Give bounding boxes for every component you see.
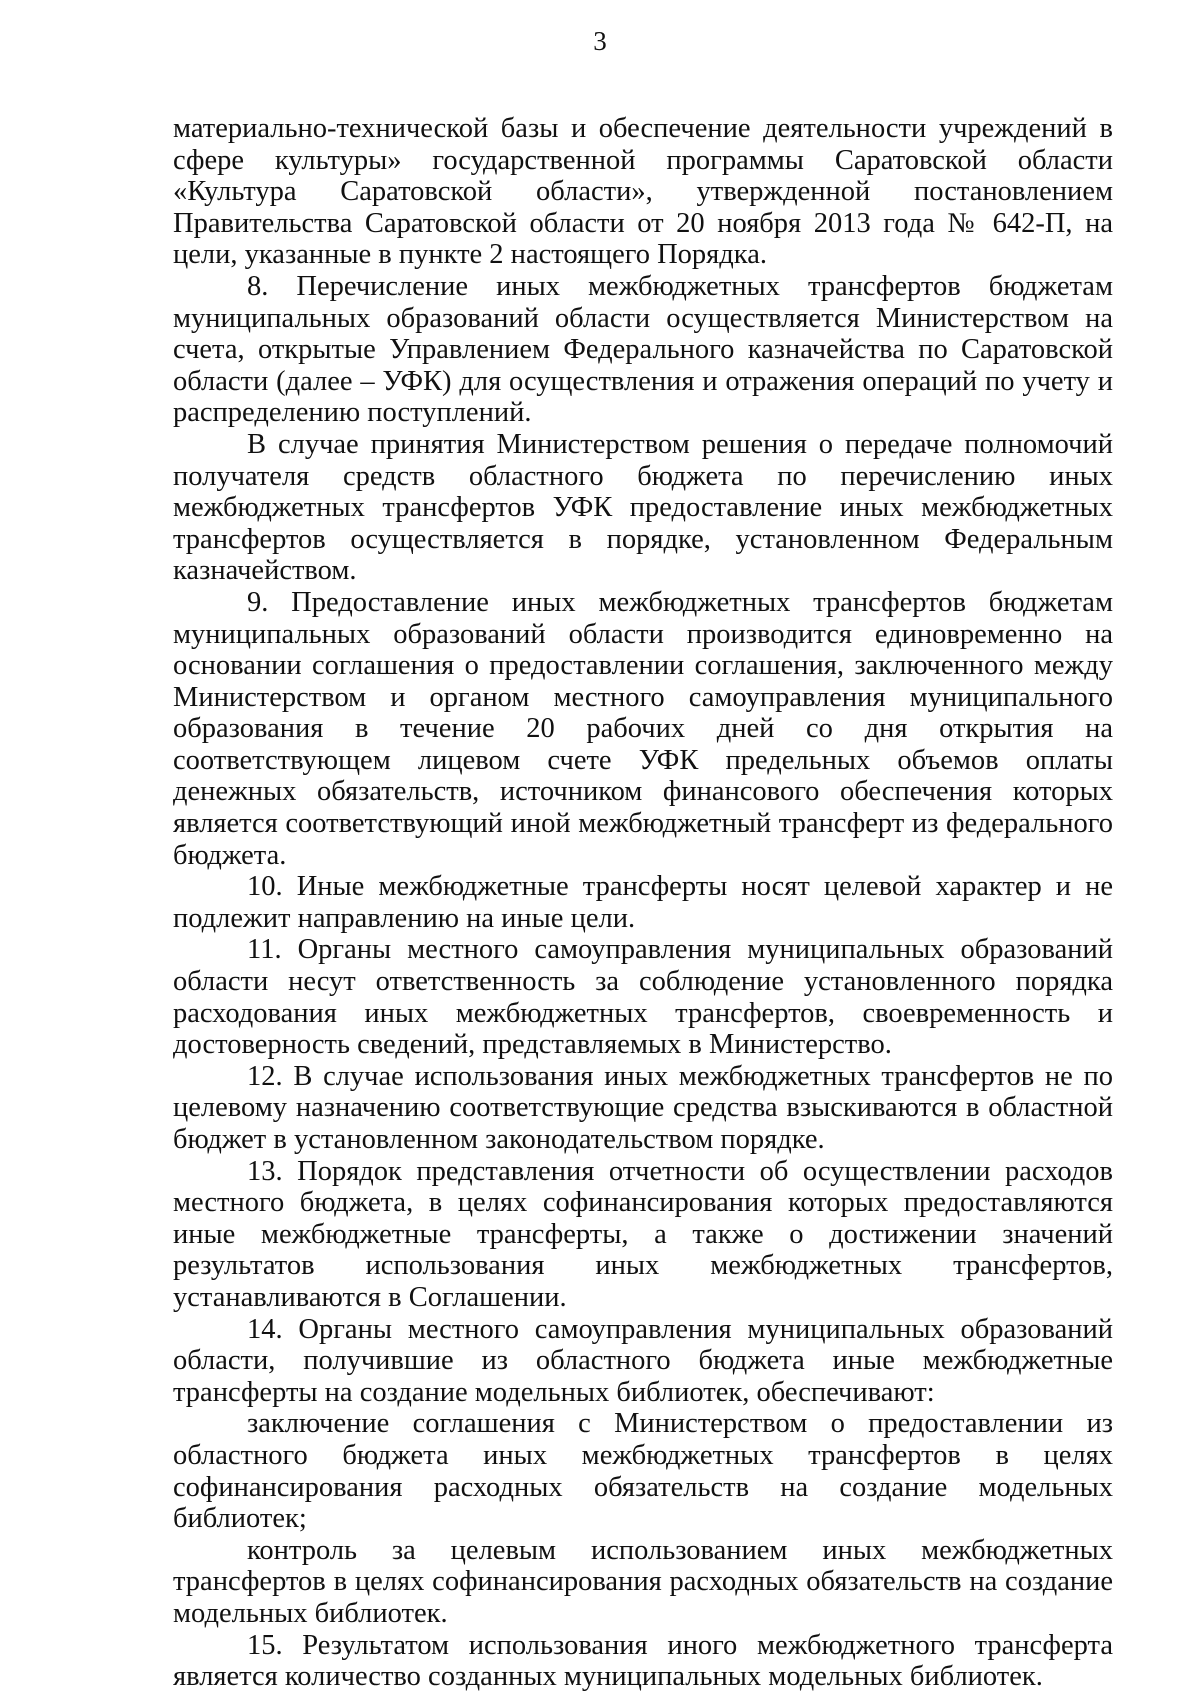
paragraph-item-9: 9. Предоставление иных межбюджетных трансфертов бюджетам муниципальных образований области производится единовременно на основании соглашения о предоставлении соглашения, заключенного между Министерством и органом местного самоуправления муниципального образования в течение 20 рабочих дней со дня открытия на соответствующем лицевом счете УФК предельных объемов оплаты денежных обязательств, источником финансового обеспечения которых является соответствующий иной межбюджетный трансферт из федерального бюджета.	[173, 586, 1113, 871]
paragraph-continuation: материально-технической базы и обеспечение деятельности учреждений в сфере культуры» государственной программы Саратовской области «Культура Саратовской области», утвержденной постановлением Правительства Саратовской области от 20 ноября 2013 года № 642-П, на цели, указанные в пункте 2 настоящего Порядка.	[173, 113, 1113, 271]
paragraph-item-14: 14. Органы местного самоуправления муниципальных образований области, получившие из областного бюджета иные межбюджетные трансферты на создание модельных библиотек, обеспечивают:	[173, 1313, 1113, 1408]
paragraph-item-12: 12. В случае использования иных межбюджетных трансфертов не по целевому назначению соответствующие средства взыскиваются в областной бюджет в установленном законодательством порядке.	[173, 1060, 1113, 1155]
page-number: 3	[593, 26, 607, 56]
paragraph-item-11: 11. Органы местного самоуправления муниципальных образований области несут ответственность за соблюдение установленного порядка расходования иных межбюджетных трансфертов, своевременность и достоверность сведений, представляемых в Министерство.	[173, 934, 1113, 1061]
paragraph-item-8-ufk: В случае принятия Министерством решения о передаче полномочий получателя средств областного бюджета по перечислению иных межбюджетных трансфертов УФК предоставление иных межбюджетных трансфертов осуществляется в порядке, установленном Федеральным казначейством.	[173, 428, 1113, 587]
paragraph-item-14-agreement: заключение соглашения с Министерством о предоставлении из областного бюджета иных межбюджетных трансфертов в целях софинансирования расходных обязательств на создание модельных библиотек;	[173, 1408, 1113, 1535]
document-body	[173, 113, 1113, 1693]
paragraph-item-10: 10. Иные межбюджетные трансферты носят целевой характер и не подлежит направлению на иные цели.	[173, 871, 1113, 934]
paragraph-item-14-control: контроль за целевым использованием иных межбюджетных трансфертов в целях софинансирования расходных обязательств на создание модельных библиотек.	[173, 1534, 1113, 1629]
paragraph-item-15: 15. Результатом использования иного межбюджетного трансферта является количество созданных муниципальных модельных библиотек.	[173, 1629, 1113, 1693]
paragraph-item-13: 13. Порядок представления отчетности об осуществлении расходов местного бюджета, в целях софинансирования которых предоставляются иные межбюджетные трансферты, а также о достижении значений результатов использования иных межбюджетных трансфертов, устанавливаются в Соглашении.	[173, 1155, 1113, 1313]
paragraph-item-8: 8. Перечисление иных межбюджетных трансфертов бюджетам муниципальных образований области осуществляется Министерством на счета, открытые Управлением Федерального казначейства по Саратовской области (далее – УФК) для осуществления и отражения операций по учету и распределению поступлений.	[173, 270, 1113, 429]
